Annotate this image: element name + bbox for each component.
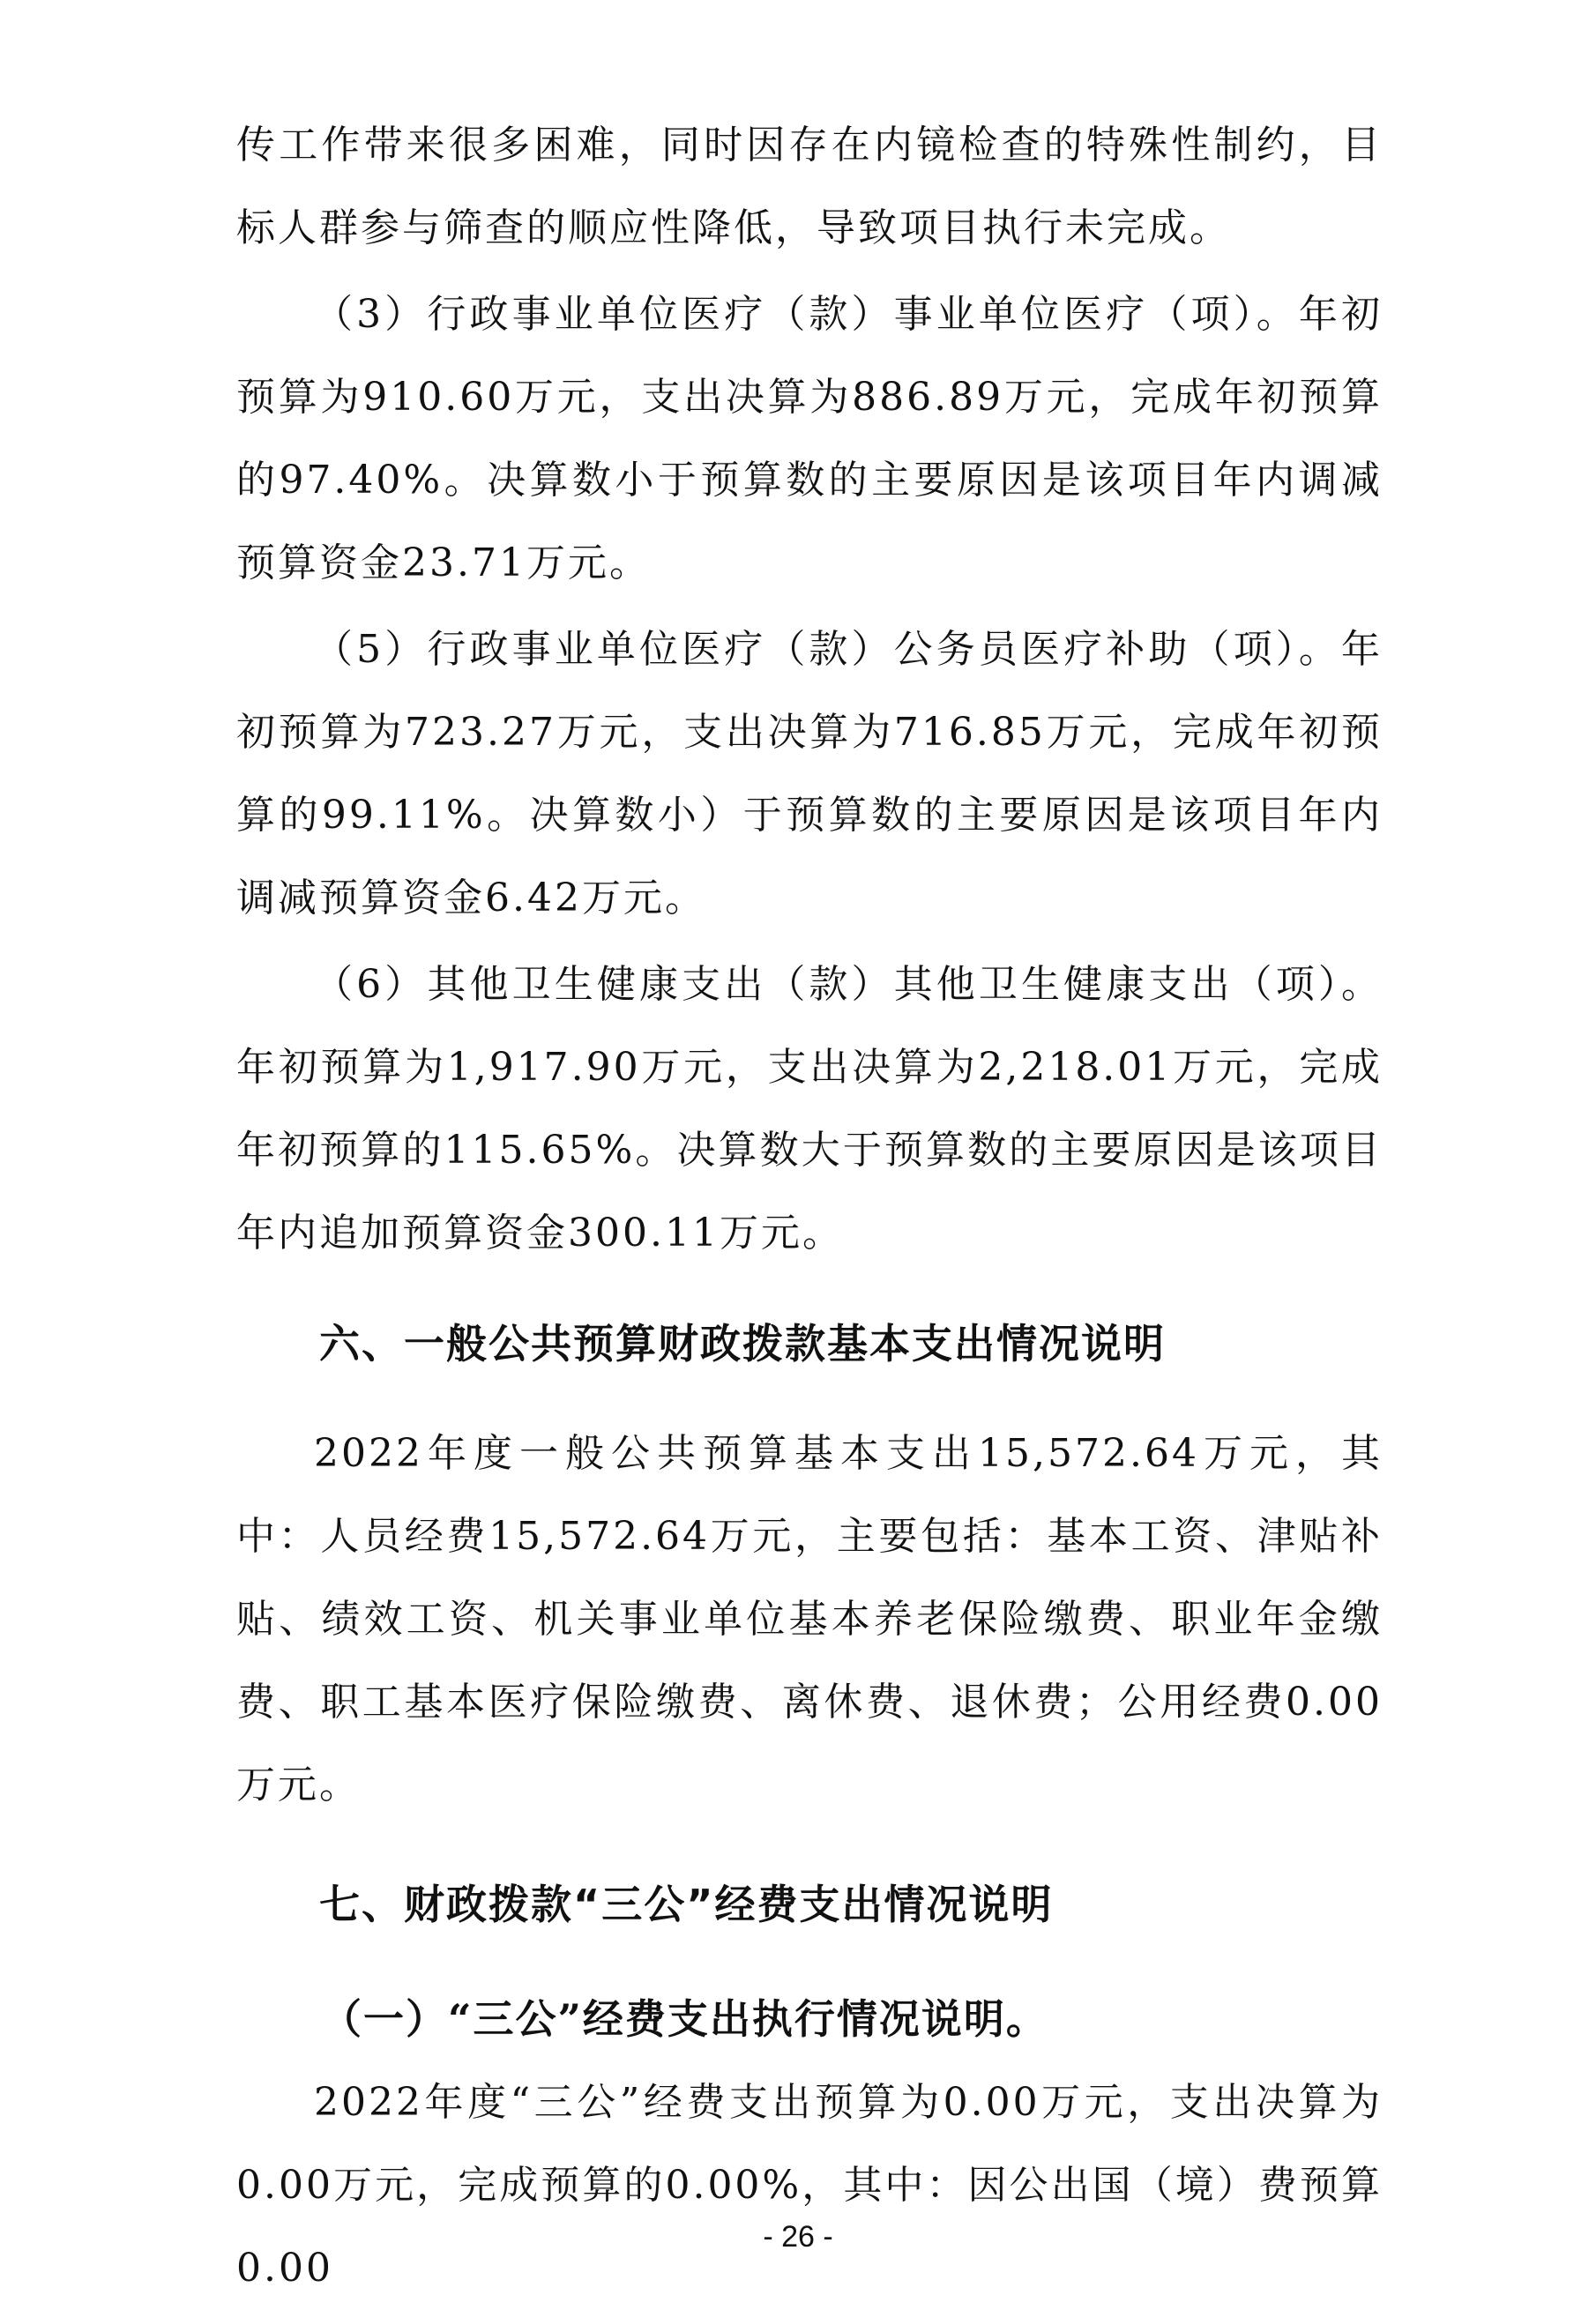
subsection-heading-7-1: （一）“三公”经费支出执行情况说明。 xyxy=(321,1995,1048,2043)
page-number: - 26 - xyxy=(763,2220,833,2254)
paragraph-item-5: （5）行政事业单位医疗（款）公务员医疗补助（项）。年初预算为723.27万元，支出决算为716.85万元，完成年初预算的99.11%。决算数小）于预算数的主要原因是该项目年内调减预算资金6.42万元。 xyxy=(236,627,1383,920)
paragraph-sangong-expenditure: 2022年度“三公”经费支出预算为0.00万元，支出决算为0.00万元，完成预算的0.00%，其中：因公出国（境）费预算0.00 xyxy=(236,2080,1383,2291)
paragraph-continuation: 传工作带来很多困难，同时因存在内镜检查的特殊性制约，目标人群参与筛查的顺应性降低，导致项目执行未完成。 xyxy=(236,123,1383,250)
section-heading-7: 七、财政拨款“三公”经费支出情况说明 xyxy=(319,1881,1054,1928)
page-body xyxy=(236,104,1383,2310)
section-heading-6: 六、一般公共预算财政拨款基本支出情况说明 xyxy=(319,1320,1166,1367)
paragraph-basic-expenditure: 2022年度一般公共预算基本支出15,572.64万元，其中：人员经费15,572.64万元，主要包括：基本工资、津贴补贴、绩效工资、机关事业单位基本养老保险缴费、职业年金缴费、职工基本医疗保险缴费、离休费、退休费；公用经费0.00万元。 xyxy=(236,1431,1383,1807)
paragraph-item-6: （6）其他卫生健康支出（款）其他卫生健康支出（项）。年初预算为1,917.90万元，支出决算为2,218.01万元，完成年初预算的115.65%。决算数大于预算数的主要原因是该项目年内追加预算资金300.11万元。 xyxy=(236,962,1383,1256)
paragraph-item-3: （3）行政事业单位医疗（款）事业单位医疗（项）。年初预算为910.60万元，支出决算为886.89万元，完成年初预算的97.40%。决算数小于预算数的主要原因是该项目年内调减预算资金23.71万元。 xyxy=(236,292,1383,585)
